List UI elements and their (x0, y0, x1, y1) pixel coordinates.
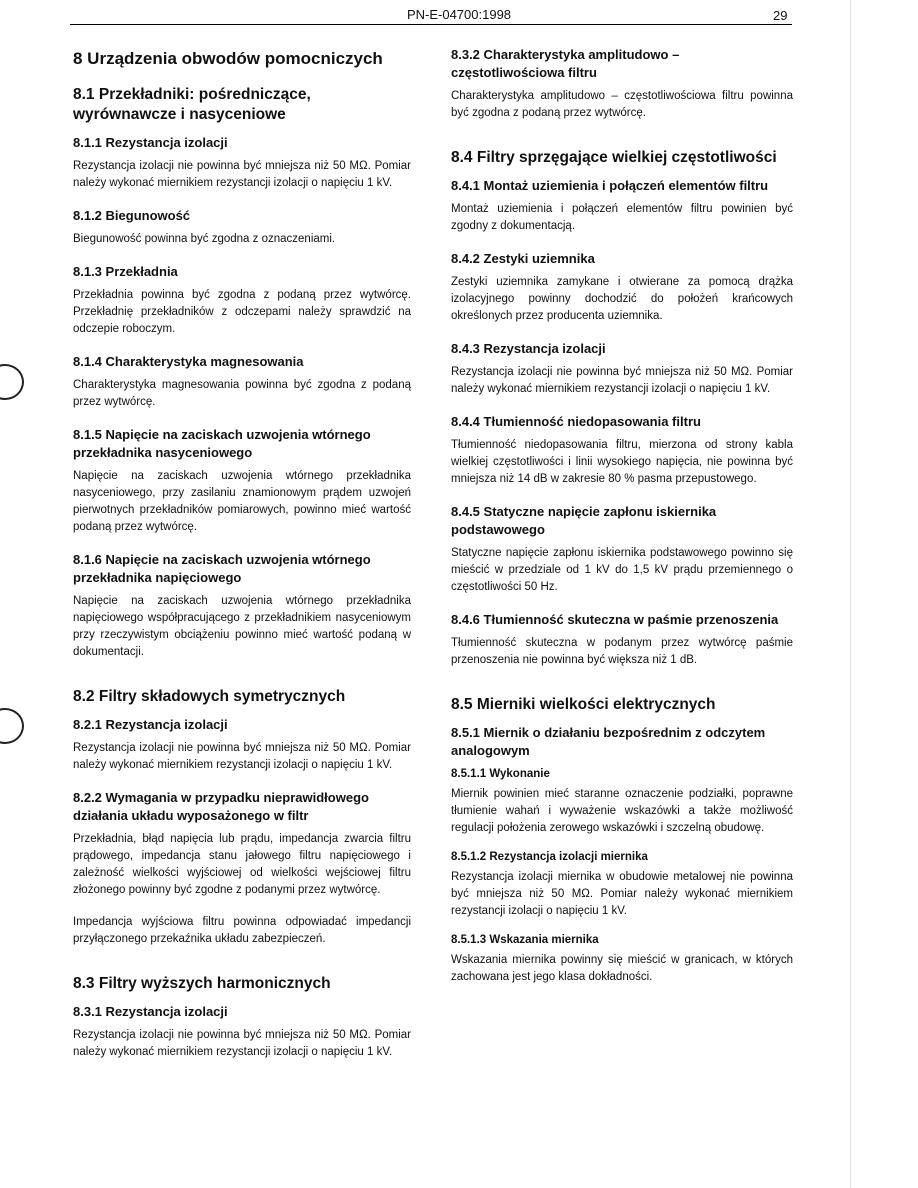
paragraph: Napięcie na zaciskach uzwojenia wtórnego przekładnika nasyceniowego, przy zasilaniu znamionowym prądem uzwojeń pierwotnych przekładników pomiarowych, powinno mieć wartość podaną przez wytwórcę. (73, 470, 411, 533)
paragraph: Rezystancja izolacji nie powinna być mniejsza niż 50 MΩ. Pomiar należy wykonać miernikiem rezystancji izolacji o napięciu 1 kV. (73, 160, 411, 189)
paragraph: Biegunowość powinna być zgodna z oznaczeniami. (73, 233, 336, 245)
subsection-heading: 8.5.1 Miernik o działaniu bezpośrednim z odczytem analogowym (451, 725, 766, 758)
subsection-heading: 8.2.1 Rezystancja izolacji (73, 717, 228, 732)
subsection-heading: 8.2.2 Wymagania w przypadku nieprawidłowego działania układu wyposażonego w filtr (73, 790, 369, 823)
paragraph: Rezystancja izolacji nie powinna być mniejsza niż 50 MΩ. Pomiar należy wykonać miernikiem rezystancji izolacji o napięciu 1 kV. (73, 1029, 411, 1058)
page-number: 29 (773, 8, 788, 23)
subsection-heading: 8.4.6 Tłumienność skuteczna w paśmie przenoszenia (451, 612, 779, 627)
subsection-heading: 8.4.5 Statyczne napięcie zapłonu iskiernika podstawowego (451, 504, 717, 537)
subsection-heading: 8.1.1 Rezystancja izolacji (73, 135, 228, 150)
punch-hole-bottom (0, 708, 24, 744)
subsection-heading: 8.1.5 Napięcie na zaciskach uzwojenia wtórnego przekładnika nasyceniowego (73, 427, 371, 460)
paragraph: Impedancja wyjściowa filtru powinna odpowiadać impedancji przyłączonego przekaźnika układu zabezpieczeń. (73, 916, 411, 945)
subsection-heading: 8.4.1 Montaż uziemienia i połączeń elementów filtru (451, 178, 769, 193)
paragraph: Rezystancja izolacji nie powinna być mniejsza niż 50 MΩ. Pomiar należy wykonać miernikiem rezystancji izolacji o napięciu 1 kV. (73, 742, 411, 771)
paragraph: Charakterystyka amplitudowo – częstotliwościowa filtru powinna być zgodna z podaną przez wytwórcę. (451, 90, 793, 119)
document-id: PN-E-04700:1998 (406, 7, 512, 22)
subsubsection-heading: 8.5.1.3 Wskazania miernika (451, 934, 599, 946)
paragraph: Zestyki uziemnika zamykane i otwierane za pomocą drążka izolacyjnego powinny dochodzić do położeń krańcowych określonych przez producenta uziemnika. (451, 276, 793, 322)
subsection-heading: 8.4.4 Tłumienność niedopasowania filtru (451, 414, 701, 429)
paragraph: Miernik powinien mieć staranne oznaczenie podziałki, poprawne tłumienie wahań i wyważenie wskazówki a także możliwość regulacji położenia zerowego wskazówki i szczelną obudowę. (451, 788, 793, 834)
paragraph: Charakterystyka magnesowania powinna być zgodna z podaną przez wytwórcę. (73, 379, 411, 408)
section-heading: 8.1 Przekładniki: pośredniczące, wyrównawcze i nasyceniowe (73, 86, 311, 123)
punch-hole-top (0, 364, 24, 400)
section-heading: 8.2 Filtry składowych symetrycznych (73, 688, 346, 705)
left-column (73, 46, 411, 1061)
subsection-heading: 8.1.3 Przekładnia (73, 264, 178, 279)
subsubsection-heading: 8.5.1.1 Wykonanie (451, 768, 550, 780)
section-heading: 8.5 Mierniki wielkości elektrycznych (451, 696, 716, 713)
header-rule (70, 24, 792, 25)
paragraph: Rezystancja izolacji nie powinna być mniejsza niż 50 MΩ. Pomiar należy wykonać miernikiem rezystancji izolacji o napięciu 1 kV. (451, 366, 793, 395)
right-column (451, 46, 793, 986)
subsection-heading: 8.4.2 Zestyki uziemnika (451, 251, 595, 266)
section-heading: 8.4 Filtry sprzęgające wielkiej częstotliwości (451, 149, 777, 166)
subsubsection-heading: 8.5.1.2 Rezystancja izolacji miernika (451, 851, 648, 863)
paragraph: Napięcie na zaciskach uzwojenia wtórnego przekładnika napięciowego współpracującego z przekładnikiem nasyceniowym przy rzeczywistym obciążeniu powinno mieć wartość podaną w dokumentacji. (73, 595, 411, 658)
paragraph: Statyczne napięcie zapłonu iskiernika podstawowego powinno się mieścić w przedziale od 1 kV do 1,5 kV prądu przemiennego o częstotliwości 50 Hz. (451, 547, 793, 593)
paragraph: Przekładnia powinna być zgodna z podaną przez wytwórcę. Przekładnię przekładników z odczepami należy sprawdzić na odczepie roboczym. (73, 289, 411, 335)
subsection-heading: 8.1.6 Napięcie na zaciskach uzwojenia wtórnego przekładnika napięciowego (73, 552, 371, 585)
subsection-heading: 8.3.1 Rezystancja izolacji (73, 1004, 228, 1019)
paragraph: Tłumienność skuteczna w podanym przez wytwórcę paśmie przenoszenia nie powinna być większa niż 1 dB. (451, 637, 793, 666)
paragraph: Przekładnia, błąd napięcia lub prądu, impedancja zwarcia filtru prądowego, impedancja stanu jałowego filtru napięciowego i zależność wielkości wyjściowej od wielkości wejściowej filtru złożonego powinny być zgodne z podanymi przez wytwórcę. (73, 833, 411, 896)
paragraph: Rezystancja izolacji miernika w obudowie metalowej nie powinna być mniejsza niż 50 MΩ. Pomiar należy wykonać miernikiem rezystancji izolacji o napięciu 1 kV. (451, 871, 793, 917)
subsection-heading: 8.1.2 Biegunowość (73, 208, 191, 223)
paragraph: Tłumienność niedopasowania filtru, mierzona od strony kabla wielkiej częstotliwości i linii wysokiego napięcia, nie powinna być mniejsza niż 14 dB w zakresie 80 % pasma przepustowego. (451, 439, 793, 485)
paragraph: Wskazania miernika powinny się mieścić w granicach, w których zachowana jest jego klasa dokładności. (451, 954, 793, 983)
section-heading: 8.3 Filtry wyższych harmonicznych (73, 975, 331, 992)
subsection-heading: 8.4.3 Rezystancja izolacji (451, 341, 606, 356)
subsection-heading: 8.1.4 Charakterystyka magnesowania (73, 354, 304, 369)
page-edge-line (850, 0, 851, 1188)
subsection-heading: 8.3.2 Charakterystyka amplitudowo – częstotliwościowa filtru (451, 47, 680, 80)
paragraph: Montaż uziemienia i połączeń elementów filtru powinien być zgodny z dokumentacją. (451, 203, 793, 232)
chapter-heading: 8 Urządzenia obwodów pomocniczych (73, 49, 383, 68)
